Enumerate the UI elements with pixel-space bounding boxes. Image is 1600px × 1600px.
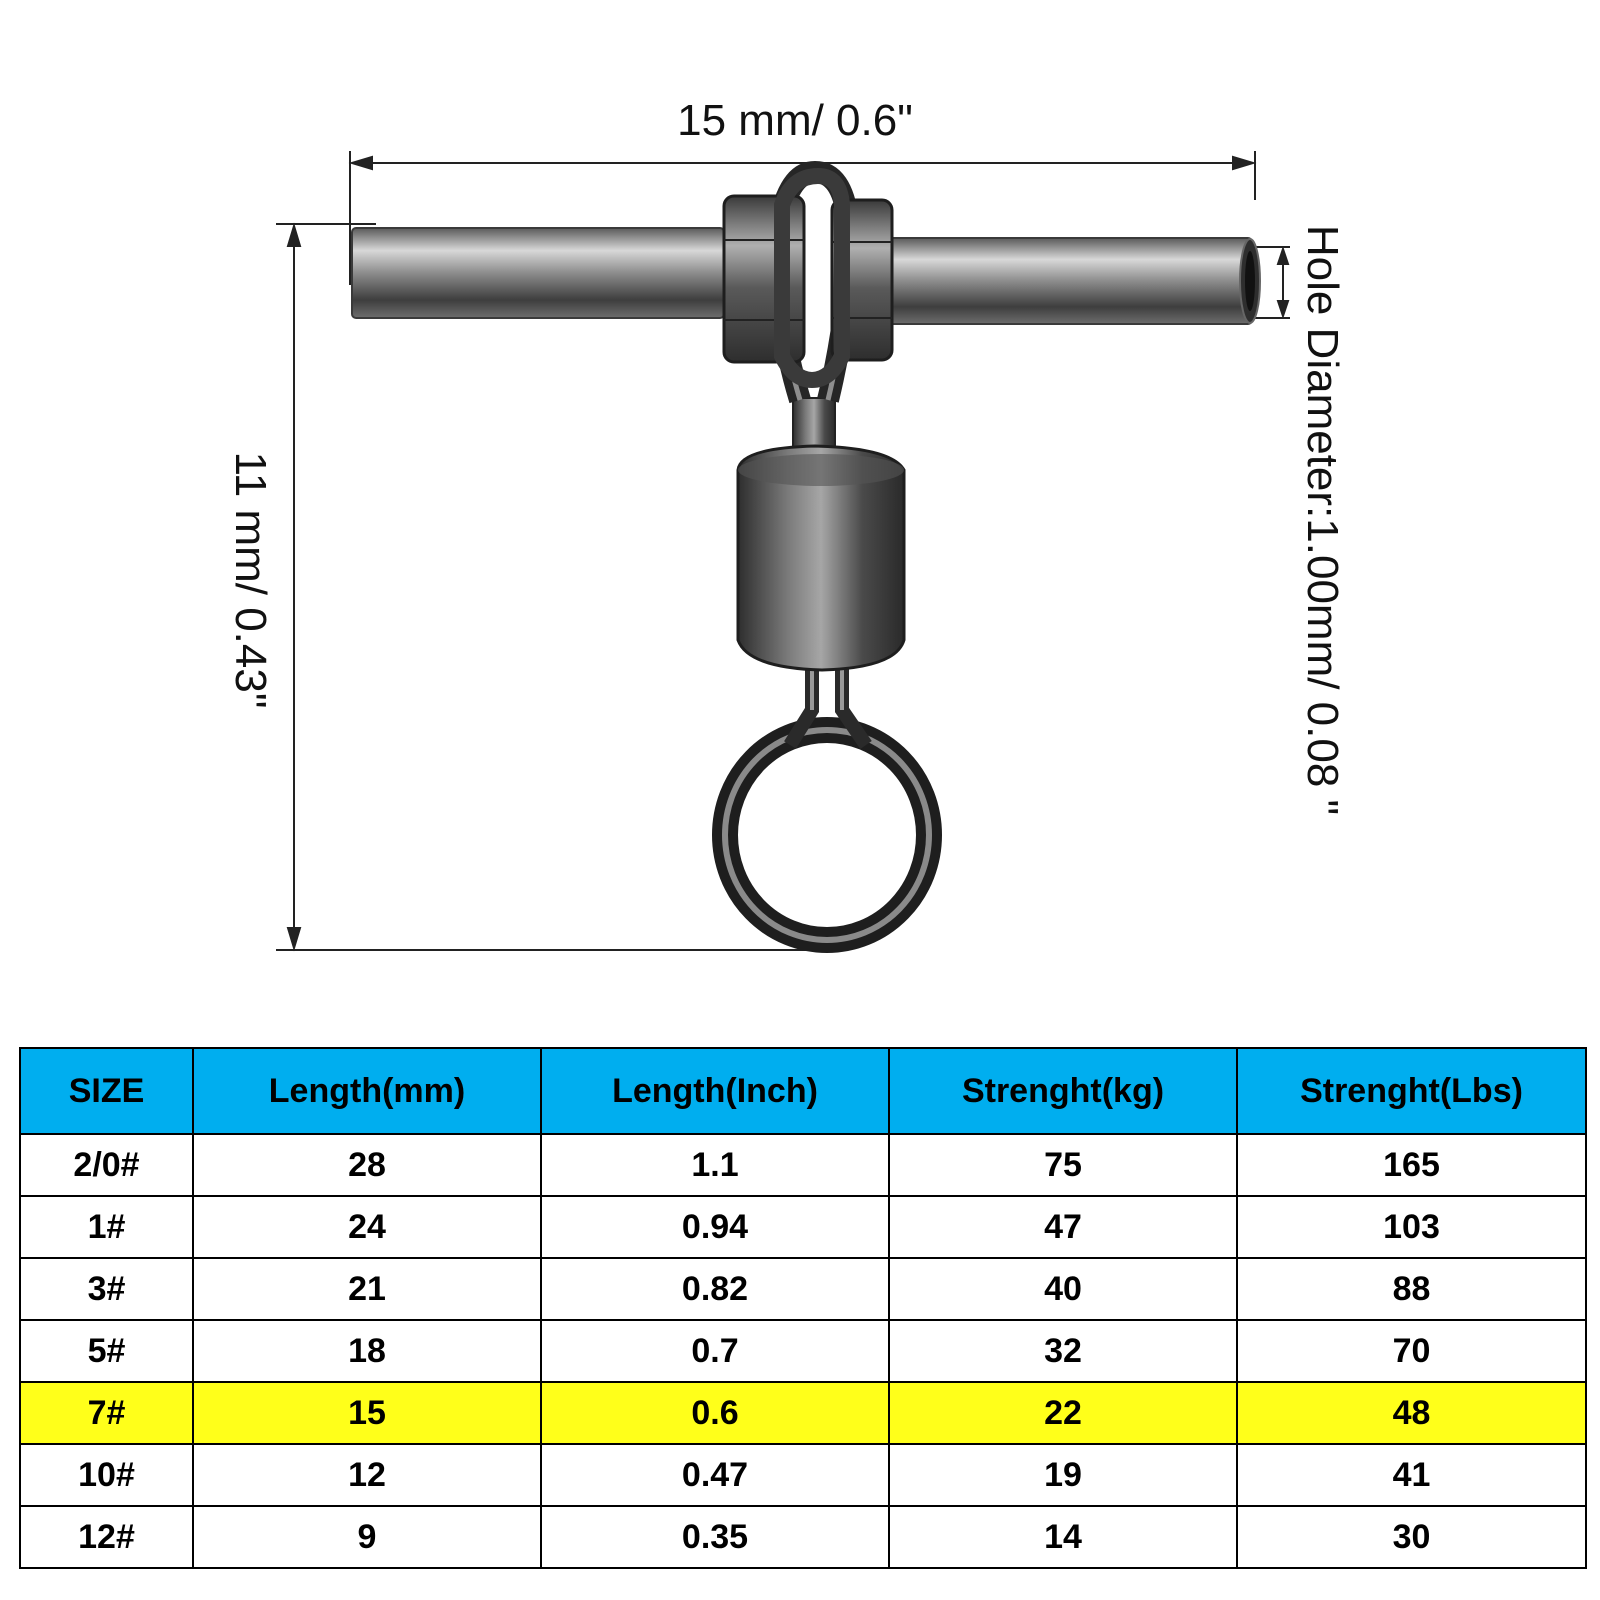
cell-length-inch: 0.82: [541, 1258, 889, 1320]
width-dimension-label: [0, 96, 1600, 146]
cell-strength-lbs: 41: [1237, 1444, 1586, 1506]
cell-length-inch: 0.47: [541, 1444, 889, 1506]
height-dimension-label: 11 mm/ 0.43": [226, 451, 275, 709]
cell-length-mm: 12: [193, 1444, 541, 1506]
cell-strength-kg: 19: [889, 1444, 1237, 1506]
cell-strength-lbs: 30: [1237, 1506, 1586, 1568]
table-row: [20, 1196, 1586, 1258]
cell-strength-lbs: 88: [1237, 1258, 1586, 1320]
header-strength-kg: Strenght(kg): [889, 1048, 1237, 1134]
table-row: [20, 1258, 1586, 1320]
cell-length-mm: 18: [193, 1320, 541, 1382]
cell-length-inch: 1.1: [541, 1134, 889, 1196]
sleeve-tube-icon: [352, 228, 1260, 324]
cell-length-mm: 24: [193, 1196, 541, 1258]
cell-size: 5#: [20, 1320, 193, 1382]
table-row: [20, 1134, 1586, 1196]
cell-size: 2/0#: [20, 1134, 193, 1196]
cell-length-inch: 0.94: [541, 1196, 889, 1258]
table-row: [20, 1444, 1586, 1506]
header-strength-lbs: Strenght(Lbs): [1237, 1048, 1586, 1134]
hole-diameter-label: Hole Diameter:1.00mm/ 0.08 ": [1298, 224, 1347, 816]
cell-length-mm: 9: [193, 1506, 541, 1568]
cell-length-mm: 15: [193, 1382, 541, 1444]
width-dimension-text: 15 mm/ 0.6": [677, 96, 913, 145]
cell-size: 3#: [20, 1258, 193, 1320]
header-length-mm: Length(mm): [193, 1048, 541, 1134]
cell-length-mm: 28: [193, 1134, 541, 1196]
cell-strength-kg: 75: [889, 1134, 1237, 1196]
cell-length-inch: 0.35: [541, 1506, 889, 1568]
cell-strength-kg: 14: [889, 1506, 1237, 1568]
cell-length-inch: 0.6: [541, 1382, 889, 1444]
header-length-inch: Length(Inch): [541, 1048, 889, 1134]
cell-strength-kg: 32: [889, 1320, 1237, 1382]
cell-strength-kg: 40: [889, 1258, 1237, 1320]
cell-strength-lbs: 70: [1237, 1320, 1586, 1382]
table-row: [20, 1320, 1586, 1382]
cell-length-inch: 0.7: [541, 1320, 889, 1382]
cell-length-mm: 21: [193, 1258, 541, 1320]
table-row: [20, 1506, 1586, 1568]
cell-size: 12#: [20, 1506, 193, 1568]
sleeve-collar-icon: [724, 176, 892, 380]
spec-table: [19, 1047, 1587, 1569]
table-row-highlighted: [20, 1382, 1586, 1444]
cell-strength-kg: 47: [889, 1196, 1237, 1258]
cell-size: 10#: [20, 1444, 193, 1506]
cell-strength-lbs: 165: [1237, 1134, 1586, 1196]
cell-strength-lbs: 103: [1237, 1196, 1586, 1258]
cell-size: 7#: [20, 1382, 193, 1444]
header-size: SIZE: [20, 1048, 193, 1134]
swivel-ring-icon: [725, 668, 929, 940]
swivel-barrel-icon: [738, 398, 904, 670]
cell-strength-kg: 22: [889, 1382, 1237, 1444]
cell-size: 1#: [20, 1196, 193, 1258]
cell-strength-lbs: 48: [1237, 1382, 1586, 1444]
table-header-row: [20, 1048, 1586, 1134]
